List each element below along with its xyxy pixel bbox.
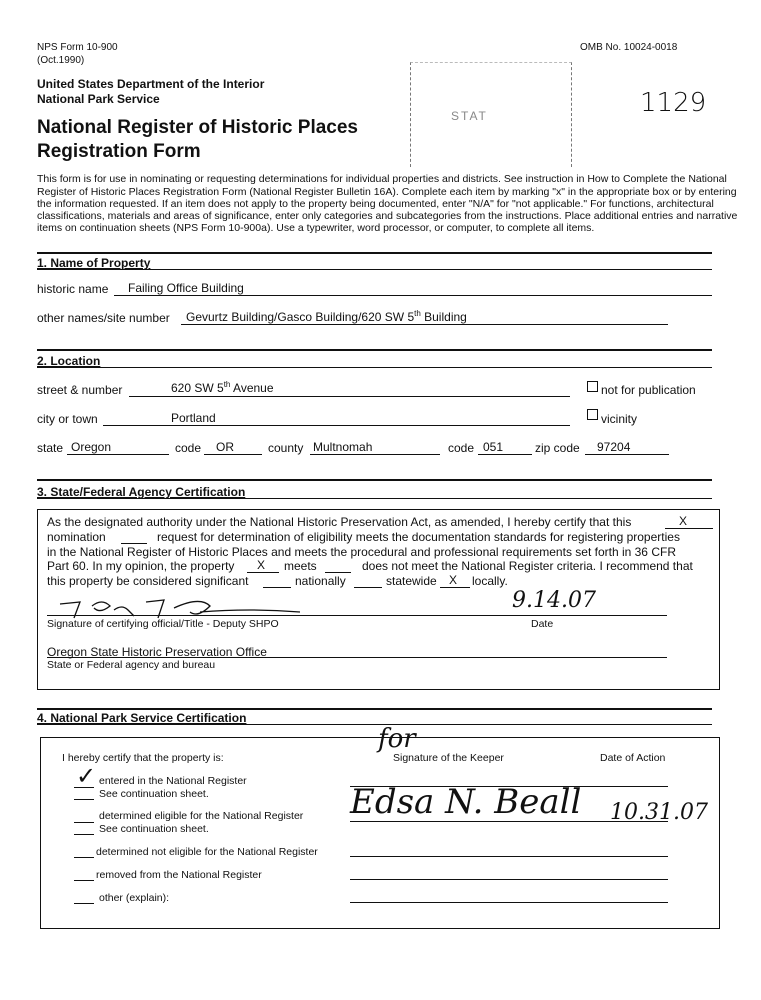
intro-line-3: the information requested. If an item does not apply to the property being documented, enter "N/A" for "not applicable." For functions, architectural — [37, 198, 714, 210]
s3-date-label: Date — [531, 618, 554, 630]
s3-not-meet-blank — [325, 572, 351, 573]
street-line — [129, 396, 570, 397]
s4-keeper-label: Signature of the Keeper — [393, 752, 504, 764]
form-date: (Oct.1990) — [37, 55, 85, 66]
county-code-label: code — [448, 441, 475, 455]
s4-removed-blank[interactable] — [74, 880, 94, 881]
s3-nomination-mark[interactable]: X — [679, 514, 688, 528]
stamp-text: STAT — [451, 109, 488, 123]
intro-line-5: items on continuation sheets (NPS Form 10-900a). Use a typewriter, word processor, or computer, to complete all items. — [37, 222, 595, 234]
intro-line-1: This form is for use in nominating or requesting determinations for individual properties and districts. See instruction in How to Complete the National — [37, 173, 727, 185]
s4-option-eligible: determined eligible for the National Register — [99, 810, 304, 822]
agency-name: National Park Service — [37, 92, 160, 106]
s4-sig-line-1 — [350, 786, 668, 787]
s4-action-date-value: 10.31.07 — [610, 800, 708, 825]
s3-line-4c: does not meet the National Register criteria. I recommend that — [362, 559, 693, 573]
s3-locally-mark[interactable]: X — [449, 573, 458, 587]
s3-meets-mark[interactable]: X — [257, 558, 266, 572]
s3-signature-line — [47, 615, 667, 616]
s4-option-not-eligible: determined not eligible for the National Register — [96, 846, 318, 858]
section3-heading-rule — [37, 498, 712, 499]
vicinity-label: vicinity — [601, 412, 638, 426]
s3-handwritten-date: 9.14.07 — [512, 588, 596, 613]
department-name: United States Department of the Interior — [37, 77, 265, 91]
s4-sig-line-5 — [350, 902, 668, 903]
s4-sig-line-3 — [350, 856, 668, 857]
zip-line — [585, 454, 669, 455]
other-names-value[interactable]: Gevurtz Building/Gasco Building/620 SW 5th Building — [186, 309, 467, 324]
s3-line-2b: request for determination of eligibility meets the documentation standards for registering properties — [157, 530, 680, 544]
section1-heading: 1. Name of Property — [37, 256, 151, 270]
s3-nomination-blank — [665, 528, 713, 529]
other-names-line — [181, 324, 668, 325]
s3-agency-value[interactable]: Oregon State Historic Preservation Office — [47, 645, 267, 659]
county-line — [310, 454, 440, 455]
omb-number: OMB No. 10024-0018 — [580, 42, 678, 53]
received-stamp — [410, 62, 572, 167]
street-value[interactable]: 620 SW 5th Avenue — [171, 380, 274, 395]
s3-line-2a: nomination — [47, 530, 106, 544]
other-names-label: other names/site number — [37, 311, 170, 325]
zip-label: zip code — [535, 441, 580, 455]
s3-line-4a: Part 60. In my opinion, the property — [47, 559, 235, 573]
s4-sig-line-2 — [350, 821, 668, 822]
section1-top-rule — [37, 252, 712, 254]
s4-option-removed: removed from the National Register — [96, 869, 262, 881]
s3-line-5d: locally. — [472, 574, 508, 588]
s4-option-other: other (explain): — [99, 892, 170, 904]
city-value[interactable]: Portland — [171, 411, 216, 425]
s3-line-5c: statewide — [386, 574, 437, 588]
vicinity-checkbox[interactable] — [587, 409, 598, 420]
s3-line-5b: nationally — [295, 574, 346, 588]
section3-heading: 3. State/Federal Agency Certification — [37, 485, 246, 499]
city-label: city or town — [37, 412, 98, 426]
s4-option-eligible-cont: See continuation sheet. — [99, 823, 209, 835]
section2-heading-rule — [37, 367, 712, 368]
s4-entered-cont-blank[interactable] — [74, 799, 94, 800]
s3-line-1: As the designated authority under the National Historic Preservation Act, as amended, I hereby certify that this — [47, 515, 632, 529]
county-code-value[interactable]: 051 — [483, 440, 504, 454]
state-code-line — [204, 454, 262, 455]
handwritten-reference-number: 1129 — [640, 88, 707, 118]
s4-entered-check-mark: ✓ — [76, 763, 97, 790]
s3-agency-label: State or Federal agency and bureau — [47, 659, 216, 671]
section2-heading: 2. Location — [37, 354, 101, 368]
not-for-publication-label: not for publication — [601, 383, 696, 397]
s3-statewide-blank — [354, 587, 382, 588]
city-line — [103, 425, 570, 426]
not-for-publication-checkbox[interactable] — [587, 381, 598, 392]
s4-option-entered: entered in the National Register — [99, 775, 247, 787]
form-title-line2: Registration Form — [37, 141, 201, 162]
section3-top-rule — [37, 479, 712, 481]
county-label: county — [268, 441, 304, 455]
s4-action-date-label: Date of Action — [600, 752, 666, 764]
section4-heading: 4. National Park Service Certification — [37, 711, 247, 725]
state-code-value[interactable]: OR — [216, 440, 234, 454]
zip-value[interactable]: 97204 — [597, 440, 631, 454]
historic-name-line — [114, 295, 712, 296]
form-title-line1: National Register of Historic Places — [37, 117, 358, 138]
s3-line-5a: this property be considered significant — [47, 574, 249, 588]
intro-line-4: classifications, materials and areas of significance, enter only categories and subcategories from the instructions. Place additional entries and narrative — [37, 210, 738, 222]
s3-meets-blank — [247, 572, 279, 573]
s4-not-eligible-blank[interactable] — [74, 857, 94, 858]
historic-name-label: historic name — [37, 282, 109, 296]
section4-heading-rule — [37, 724, 712, 725]
s4-keeper-initials: for — [378, 724, 416, 754]
section4-top-rule — [37, 708, 712, 710]
county-value[interactable]: Multnomah — [313, 440, 373, 454]
s3-locally-blank — [440, 587, 470, 588]
state-label: state — [37, 441, 64, 455]
s4-option-entered-cont: See continuation sheet. — [99, 788, 209, 800]
state-line — [67, 454, 169, 455]
s4-eligible-blank[interactable] — [74, 822, 94, 823]
street-label: street & number — [37, 383, 123, 397]
state-value[interactable]: Oregon — [71, 440, 112, 454]
state-code-label: code — [175, 441, 202, 455]
s3-agency-line — [47, 657, 667, 658]
s4-sig-line-4 — [350, 879, 668, 880]
s4-other-blank[interactable] — [74, 903, 94, 904]
s4-certify-text: I hereby certify that the property is: — [62, 752, 224, 764]
s3-request-blank — [121, 543, 147, 544]
historic-name-value[interactable]: Failing Office Building — [128, 281, 244, 295]
s4-entered-blank[interactable] — [74, 787, 94, 788]
form-number: NPS Form 10-900 — [37, 42, 118, 53]
county-code-line — [478, 454, 532, 455]
section1-heading-rule — [37, 269, 712, 270]
intro-line-2: Register of Historic Places Registration Form (National Register Bulletin 16A). Complete each item by marking "x" in the appropriate box or by entering — [37, 186, 737, 198]
section2-top-rule — [37, 349, 712, 351]
s4-eligible-cont-blank[interactable] — [74, 834, 94, 835]
s3-signature-label: Signature of certifying official/Title - Deputy SHPO — [47, 618, 279, 630]
s3-line-3: in the National Register of Historic Places and meets the procedural and professional requirements set forth in 36 CFR — [47, 545, 676, 559]
s3-line-4b: meets — [284, 559, 317, 573]
s4-keeper-signature: Edsa N. Beall — [350, 782, 582, 822]
